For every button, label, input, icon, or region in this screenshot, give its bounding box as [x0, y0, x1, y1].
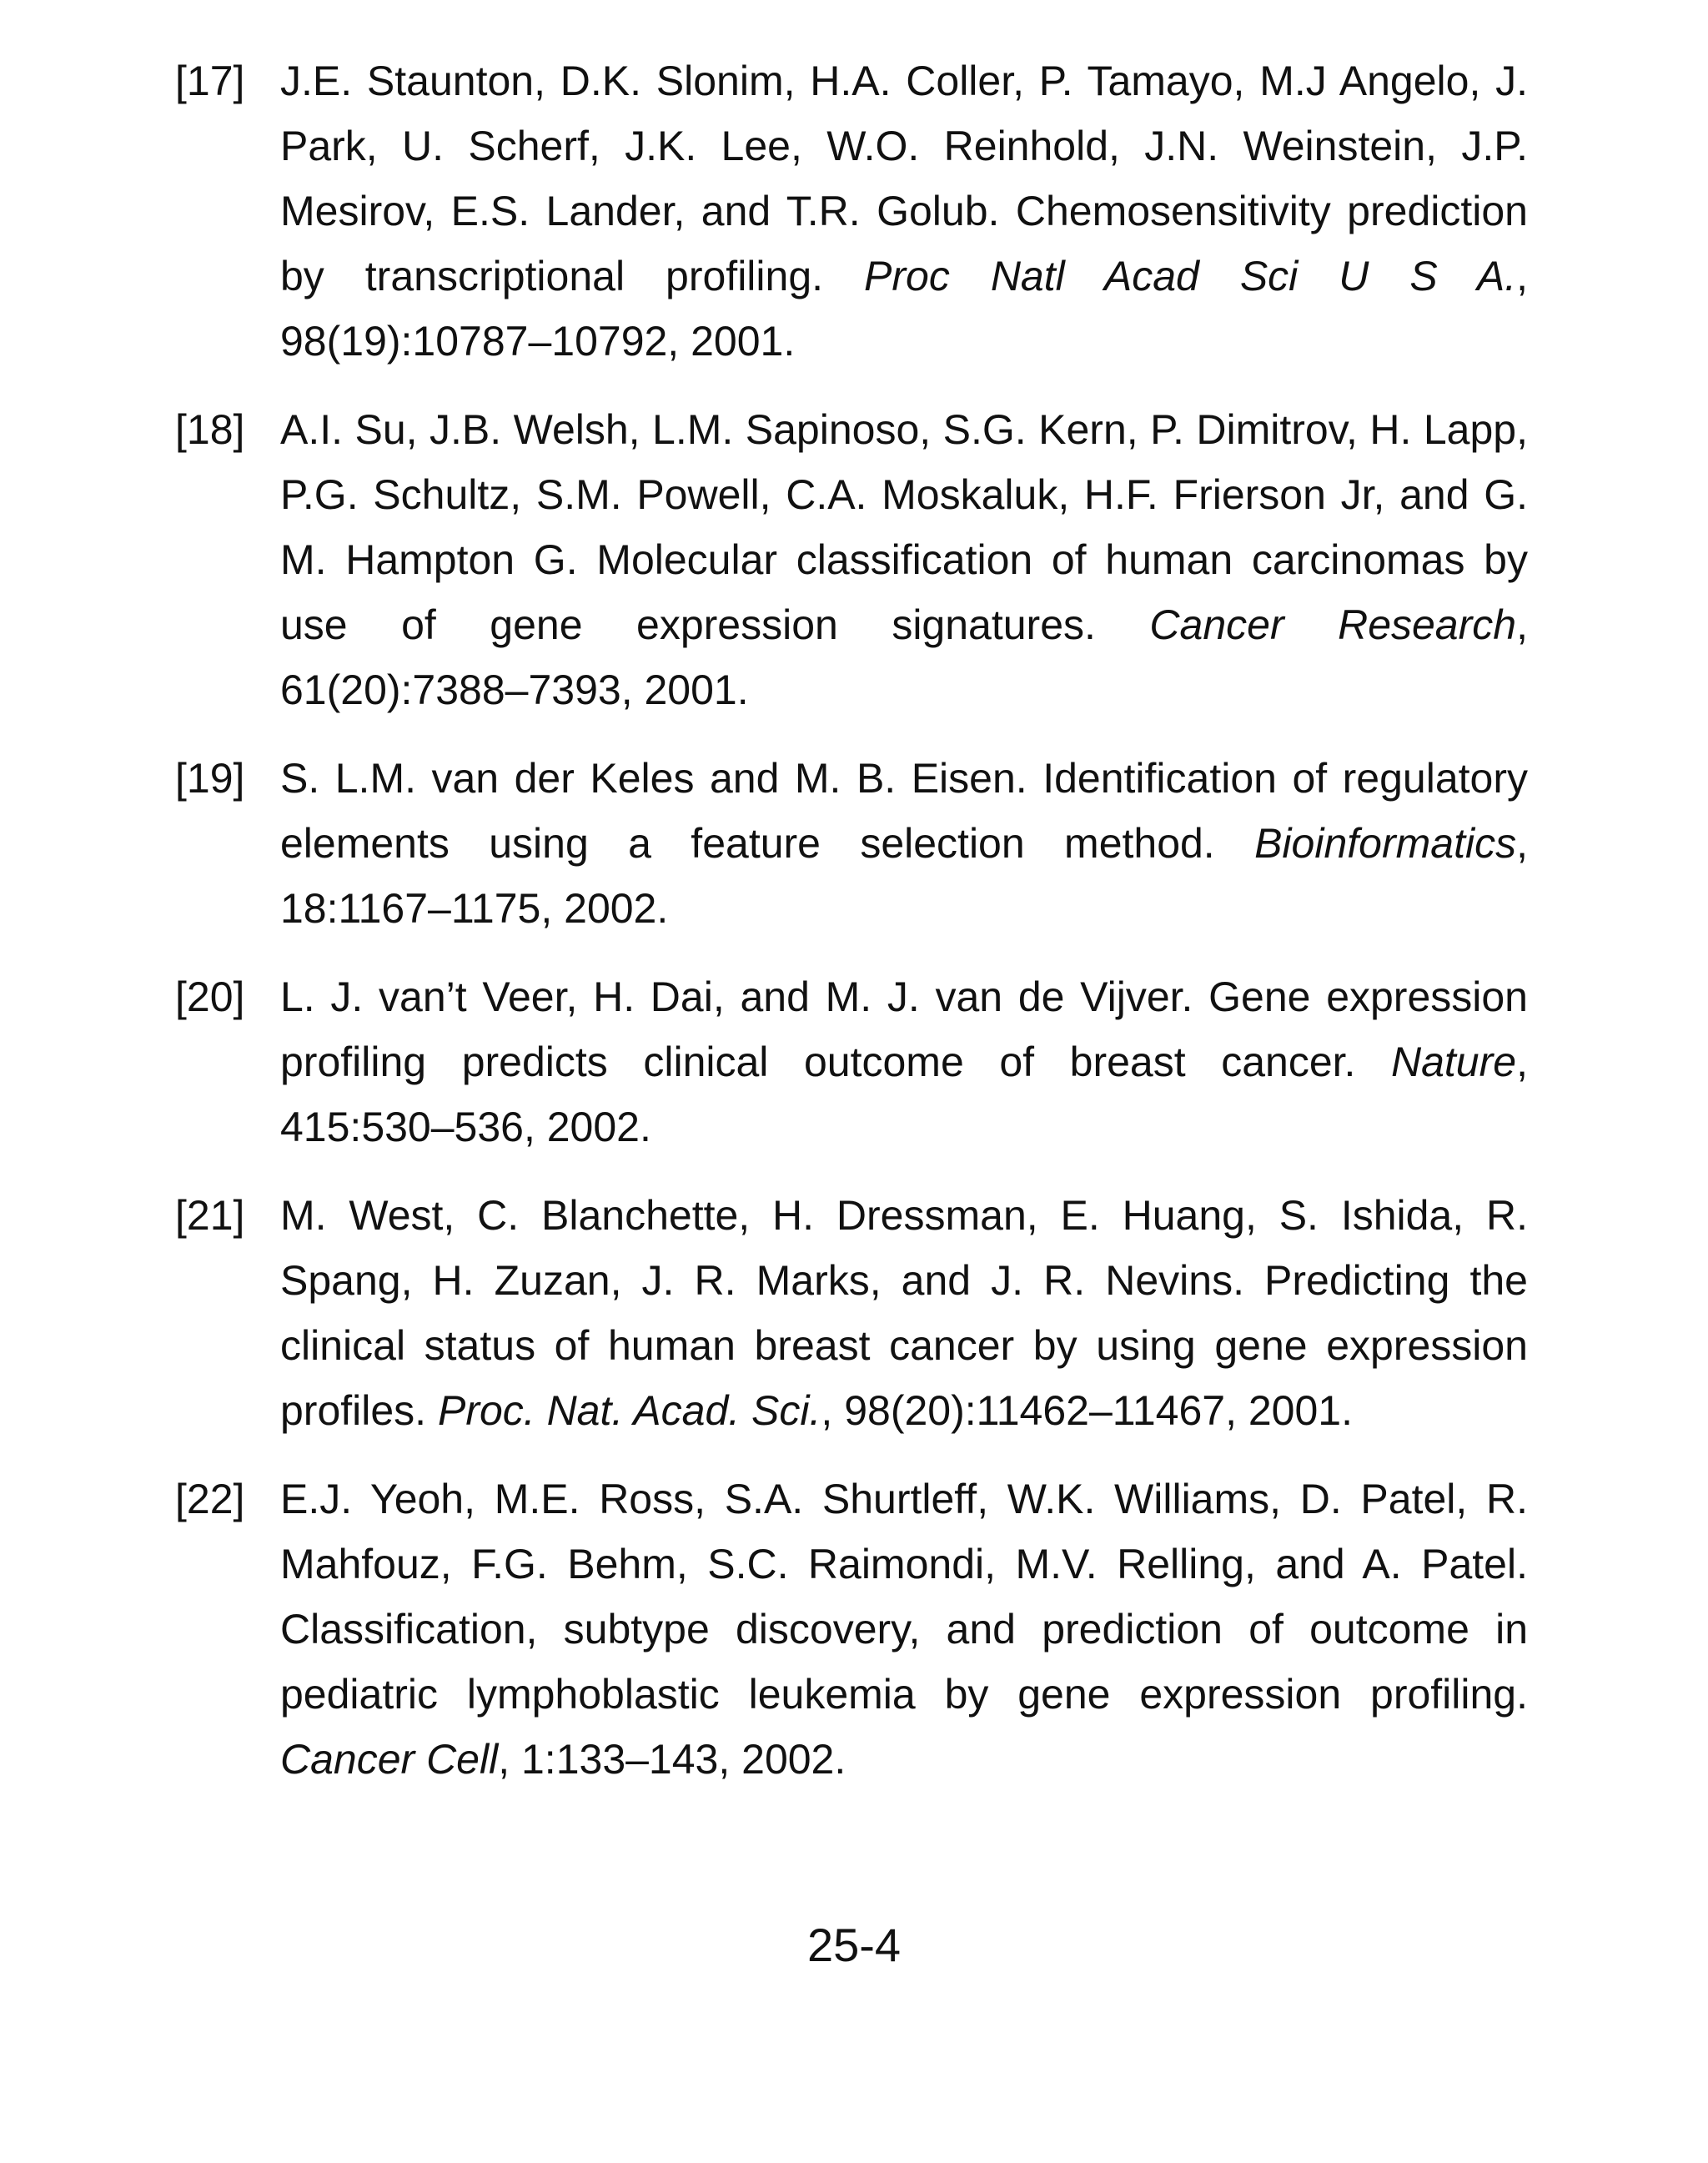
reference-item [175, 1183, 1528, 1443]
reference-details: , 1:133–143, 2002. [498, 1736, 846, 1783]
reference-title: Identification of regulatory elements using a feature selection method. [280, 755, 1528, 867]
reference-authors: M. West, C. Blanchette, H. Dressman, E. Huang, S. Ishida, R. Spang, H. Zuzan, J. R. Marks, and J. R. Nevins. [280, 1192, 1528, 1304]
reference-text [280, 746, 1528, 941]
reference-journal: Nature [1391, 1039, 1517, 1085]
reference-list [175, 48, 1528, 1815]
reference-item [175, 964, 1528, 1159]
reference-text [280, 397, 1528, 722]
reference-journal: Cancer Cell [280, 1736, 499, 1783]
reference-journal: Proc Natl Acad Sci U S A. [864, 253, 1517, 299]
reference-text [280, 964, 1528, 1159]
reference-details: , 61(20):7388–7393, 2001. [280, 601, 1528, 713]
reference-authors: S. L.M. van der Keles and M. B. Eisen. [280, 755, 1027, 802]
reference-journal: Proc. Nat. Acad. Sci. [437, 1387, 821, 1434]
page-number: 25-4 [806, 1919, 902, 1971]
reference-details: , 415:530–536, 2002. [280, 1039, 1528, 1150]
reference-item [175, 397, 1528, 722]
reference-details: , 98(20):11462–11467, 2001. [821, 1387, 1353, 1434]
reference-number: [21] [175, 1192, 245, 1239]
reference-number: [22] [175, 1476, 245, 1522]
reference-details: , 98(19):10787–10792, 2001. [280, 253, 1528, 365]
reference-journal: Bioinformatics [1254, 820, 1517, 867]
reference-title: Classification, subtype discovery, and prediction of outcome in pediatric lymphoblastic leukemia by gene expression profiling. [280, 1606, 1528, 1718]
reference-number: [18] [175, 406, 245, 453]
reference-title: Chemosensitivity prediction by transcriptional profiling. [280, 188, 1528, 299]
reference-title: Predicting the clinical status of human breast cancer by using gene expression profiles. [280, 1257, 1528, 1434]
reference-authors: J.E. Staunton, D.K. Slonim, H.A. Coller, P. Tamayo, M.J Angelo, J. Park, U. Scherf, J.K. Lee, W.O. Reinhold, J.N. Weinstein, J.P. Mesirov, E.S. Lander, and T.R. Golub. [280, 58, 1528, 234]
reference-authors: E.J. Yeoh, M.E. Ross, S.A. Shurtleff, W.K. Williams, D. Patel, R. Mahfouz, F.G. Behm, S.C. Raimondi, M.V. Relling, and A. Patel. [280, 1476, 1528, 1587]
reference-text [280, 1466, 1528, 1792]
reference-text [280, 48, 1528, 374]
reference-text [280, 1183, 1528, 1443]
reference-number: [19] [175, 755, 245, 802]
reference-details: , 18:1167–1175, 2002. [280, 820, 1528, 932]
reference-item [175, 1466, 1528, 1792]
reference-authors: A.I. Su, J.B. Welsh, L.M. Sapinoso, S.G. Kern, P. Dimitrov, H. Lapp, P.G. Schultz, S.M. Powell, C.A. Moskaluk, H.F. Frierson Jr, and G. M. Hampton G. [280, 406, 1528, 583]
reference-item [175, 48, 1528, 374]
reference-authors: L. J. van’t Veer, H. Dai, and M. J. van de Vijver. [280, 973, 1193, 1020]
reference-journal: Cancer Research [1149, 601, 1517, 648]
reference-title: Molecular classification of human carcinomas by use of gene expression signatures. [280, 536, 1528, 648]
reference-number: [20] [175, 973, 245, 1020]
reference-number: [17] [175, 58, 245, 104]
reference-title: Gene expression profiling predicts clinical outcome of breast cancer. [280, 973, 1528, 1085]
reference-item [175, 746, 1528, 941]
